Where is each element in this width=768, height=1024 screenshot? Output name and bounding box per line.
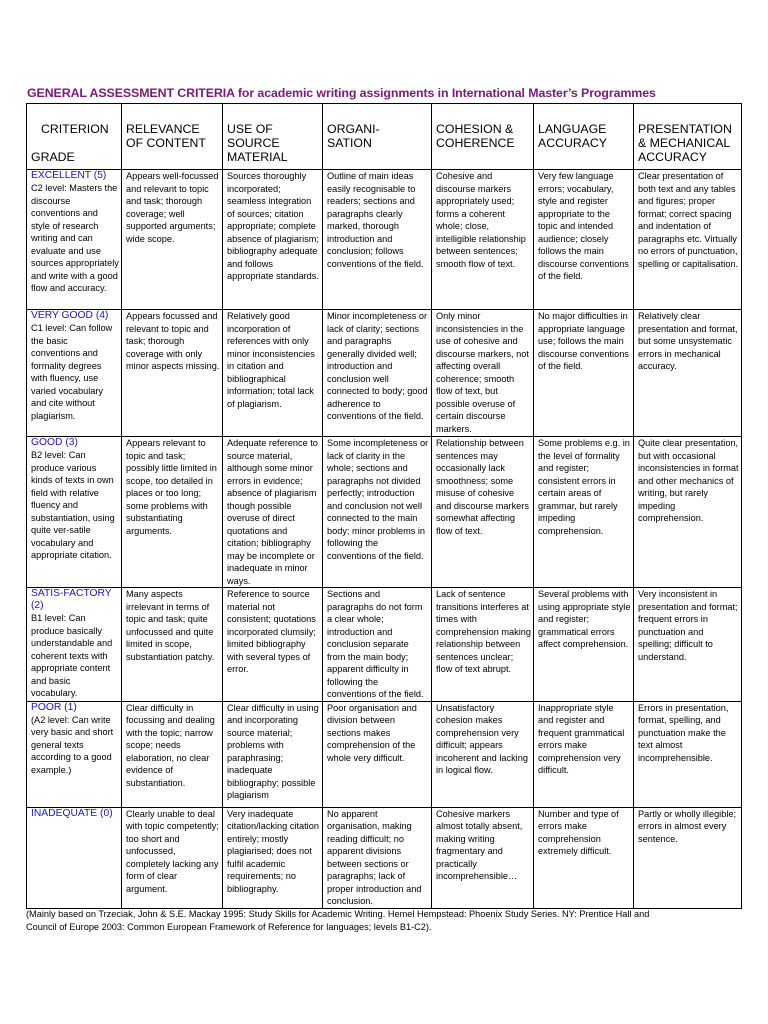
column-header-line: GRADE [31,150,75,164]
column-header-line [41,136,119,150]
grade-label: SATIS-FACTORY (2) [31,588,112,611]
column-header-line: RELEVANCE [126,122,200,136]
criterion-cell: Unsatisfactory cohesion makes comprehension very difficult; appears incoherent and lacking in logical flow. [432,701,534,807]
column-header-line: USE OF [227,122,273,136]
criterion-cell: Relatively clear presentation and format, but some unsystematic errors in mechanical accuracy. [634,310,742,437]
grade-description: B2 level: Can produce various kinds of texts in own field with relative fluency and substantiation, using quite ver-satile vocabulary and appropriate citation. [31,450,115,560]
criterion-cell: Inappropriate style and register and frequent grammatical errors make comprehension very difficult. [534,701,634,807]
criterion-cell: Sections and paragraphs do not form a clear whole; introduction and conclusion separate from the main body; apparent difficulty in following the conventions of the field. [323,588,432,702]
grade-cell [27,437,122,588]
assessment-criteria-table [26,103,742,909]
grade-label: EXCELLENT (5) [31,170,107,181]
column-header-line: OF CONTENT [126,136,206,150]
criterion-cell: Errors in presentation, format, spelling, and punctuation make the text almost incomprehensible. [634,701,742,807]
criterion-cell: Clear difficulty in focussing and dealing with the topic; narrow scope; needs elaboration, no clear evidence of substantiation. [122,701,223,807]
grade-description: (A2 level: Can write very basic and short general texts according to a good example.) [31,714,114,775]
column-header [223,104,323,170]
criterion-cell: Adequate reference to source material, although some minor errors in evidence; absence of plagiarism though possible overuse of direct quotations and citation; bibliography may be incomplete or inadequate in minor ways. [223,437,323,588]
criterion-cell: Appears focussed and relevant to topic and task; thorough coverage with only minor aspects missing. [122,310,223,437]
criterion-cell: Clear presentation of both text and any tables and figures; proper format; correct spacing and indentation of paragraphs etc. Virtually no errors of punctuation, spelling or capitalisation. [634,170,742,310]
grade-label: VERY GOOD (4) [31,310,109,321]
criterion-cell: No apparent organisation, making reading difficult; no apparent divisions between sections or paragraphs; lack of proper introduction and conclusion. [323,807,432,908]
criterion-cell: Quite clear presentation, but with occasional inconsistencies in format and other mechanics of writing, but rarely impeding comprehension. [634,437,742,588]
grade-row [27,588,742,702]
column-header-line: COHERENCE [436,136,515,150]
criterion-cell: Poor organisation and division between sections makes comprehension of the whole very difficult. [323,701,432,807]
column-header-line: CRITERION [41,122,109,136]
criterion-cell: Relationship between sentences may occasionally lack smoothness; some misuse of cohesive and discourse markers somewhat affecting flow of text. [432,437,534,588]
criterion-cell: Some incompleteness or lack of clarity in the whole; sections and paragraphs not divided perfectly; introduction and conclusion not well connected to the main body; minor problems in following the conventions of the field. [323,437,432,588]
grade-row [27,807,742,908]
criterion-cell: Cohesive markers almost totally absent, making writing fragmentary and practically incomprehensible… [432,807,534,908]
grade-row [27,170,742,310]
criterion-cell: Appears relevant to topic and task; possibly little limited in scope, too detailed in places or too long; some problems with substantiating arguments. [122,437,223,588]
column-header-line: SATION [327,136,372,150]
criterion-cell: Very few language errors; vocabulary, style and register appropriate to the topic and intended audience; closely follows the main discourse conventions of the field. [534,170,634,310]
footnote-line-2: Council of Europe 2003: Common European Framework of Reference for languages; levels B1-C2). [26,921,432,932]
column-header [27,104,122,170]
column-header-line: COHESION & [436,122,514,136]
grade-cell [27,588,122,702]
grade-label: POOR (1) [31,701,77,713]
header-row [27,104,742,170]
document-title: GENERAL ASSESSMENT CRITERIA for academic writing assignments in International Master’s Programmes [27,86,656,100]
criterion-cell: Very inconsistent in presentation and format; frequent errors in punctuation and spelling; difficult to understand. [634,588,742,702]
criterion-cell: Several problems with using appropriate style and register; grammatical errors affect comprehension. [534,588,634,702]
grade-cell [27,701,122,807]
criterion-cell: Clearly unable to deal with topic competently; too short and unfocussed, completely lacking any form of clear argument. [122,807,223,908]
criterion-cell: Partly or wholly illegible; errors in almost every sentence. [634,807,742,908]
criterion-cell: Some problems e.g. in the level of formality and register; consistent errors in certain areas of grammar, but rarely impeding comprehension. [534,437,634,588]
column-header-line: ACCURACY [538,136,608,150]
criterion-cell: Only minor inconsistencies in the use of cohesive and discourse markers, not affecting overall coherence; smooth flow of text, but possible overuse of certain discourse markers. [432,310,534,437]
column-header-line: & MECHANICAL [638,136,731,150]
column-header [534,104,634,170]
criterion-cell: Lack of sentence transitions interferes at times with comprehension making relationship between sentences unclear; flow of text abrupt. [432,588,534,702]
grade-description: C2 level: Masters the discourse conventions and style of research writing and can evaluate and use sources appropriately and write with a good flow and accuracy. [31,183,119,293]
criterion-cell: Reference to source material not consistent; quotations incorporated clumsily; limited bibliography with several types of error. [223,588,323,702]
column-header [634,104,742,170]
grade-label: GOOD (3) [31,437,78,448]
column-header-line: PRESENTATION [638,122,732,136]
criterion-cell: Relatively good incorporation of references with only minor inconsistencies in citation and bibliographical information; total lack of plagiarism. [223,310,323,437]
table-body [27,170,742,909]
grade-row [27,701,742,807]
grade-row [27,310,742,437]
grade-description: B1 level: Can produce basically understandable and coherent texts with appropriate content and basic vocabulary. [31,613,113,698]
column-header-line: ORGANI- [327,122,380,136]
grade-cell [27,807,122,908]
grade-cell [27,170,122,310]
footnote-line-1: (Mainly based on Trzeciak, John & S.E. Mackay 1995: Study Skills for Academic Writing. Hemel Hempstead: Phoenix Study Series. NY: Prentice Hall and [26,909,650,919]
grade-cell [27,310,122,437]
source-footnote [26,908,741,933]
criterion-cell: Clear difficulty in using and incorporating source material; problems with paraphrasing; inadequate bibliography; possible plagiarism [223,701,323,807]
criterion-cell: Appears well-focussed and relevant to topic and task; thorough coverage; well supported arguments; wide scope. [122,170,223,310]
criterion-cell: Cohesive and discourse markers appropriately used; forms a coherent whole; close, intelligible relationship between sentences; smooth flow of text. [432,170,534,310]
column-header [323,104,432,170]
column-header [122,104,223,170]
criterion-cell: Number and type of errors make comprehension extremely difficult. [534,807,634,908]
column-header-line: SOURCE [227,136,280,150]
column-header [432,104,534,170]
grade-description: C1 level: Can follow the basic conventions and formality degrees with fluency, use varied vocabulary and cite without plagiarism. [31,323,113,421]
column-header-line: LANGUAGE [538,122,607,136]
column-header-line: ACCURACY [638,150,708,164]
criterion-cell: Sources thoroughly incorporated; seamless integration of sources; citation appropriate; complete absence of plagiarism; bibliography adequate and follows appropriate standards. [223,170,323,310]
column-header-line: MATERIAL [227,150,288,164]
criterion-cell: No major difficulties in appropriate language use; follows the main discourse conventions of the field. [534,310,634,437]
criterion-cell: Many aspects irrelevant in terms of topic and task; quite unfocussed and quite limited in scope, substantiation patchy. [122,588,223,702]
criterion-cell: Minor incompleteness or lack of clarity; sections and paragraphs generally divided well; introduction and conclusion well connected to body; good adherence to conventions of the field. [323,310,432,437]
grade-row [27,437,742,588]
grade-label: INADEQUATE (0) [31,807,113,819]
criterion-cell: Outline of main ideas easily recognisable to readers; sections and paragraphs clearly marked, thorough introduction and conclusion; follows conventions of the field. [323,170,432,310]
criterion-cell: Very inadequate citation/lacking citation entirely; mostly plagiarised; does not fulfil academic requirements; no bibliography. [223,807,323,908]
